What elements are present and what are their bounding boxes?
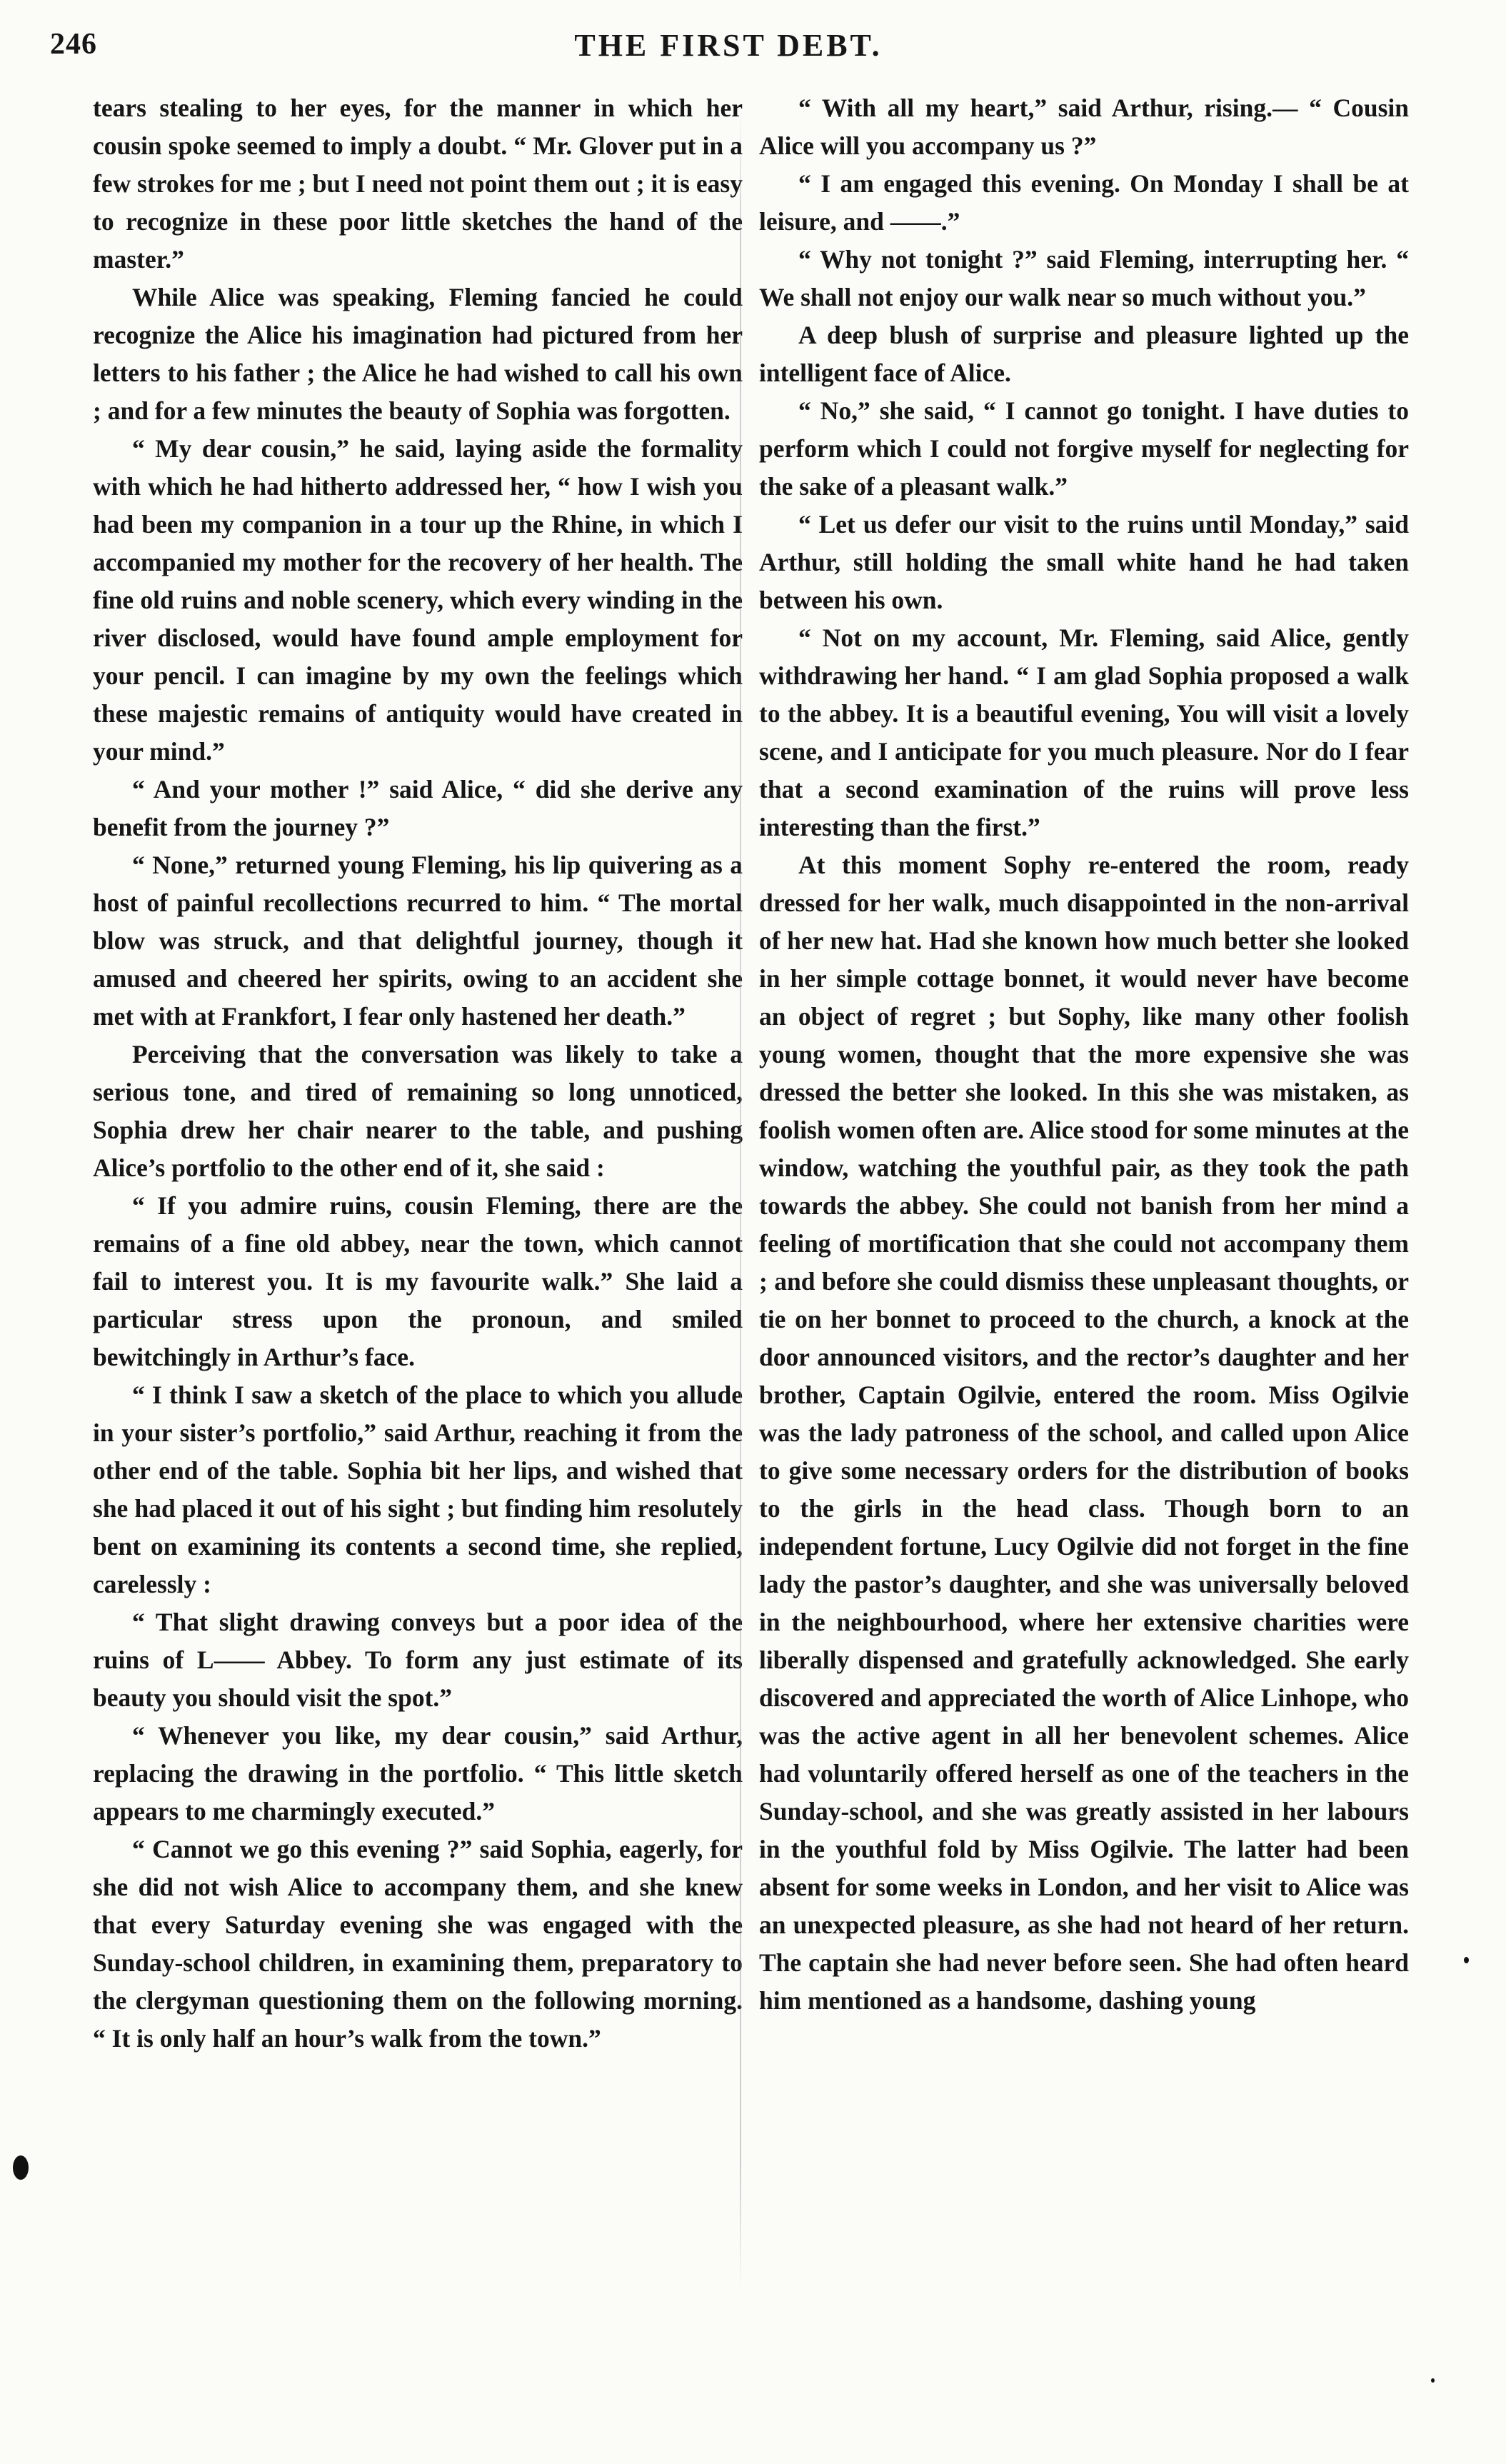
- ink-speck: [1431, 2378, 1435, 2383]
- right-column: [759, 89, 1409, 2020]
- paragraph: tears stealing to her eyes, for the manner in which her cousin spoke seemed to imply a doubt. “ Mr. Glover put in a few strokes for me ; but I need not point them out ; it is easy to recognize in these poor little sketches the hand of the master.”: [93, 94, 743, 274]
- paragraph: “ No,” she said, “ I cannot go tonight. I have duties to perform which I could not forgive myself for neglecting for the sake of a pleasant walk.”: [759, 396, 1409, 501]
- ink-speck: [1464, 1957, 1469, 1963]
- paragraph: “ Not on my account, Mr. Fleming, said Alice, gently withdrawing her hand. “ I am glad Sophia proposed a walk to the abbey. It is a beautiful evening, You will visit a lovely scene, and I anticipate for you much pleasure. Nor do I fear that a second examination of the ruins will prove less interesting than the first.”: [759, 623, 1409, 841]
- page-number: 246: [50, 28, 97, 61]
- paragraph: “ None,” returned young Fleming, his lip quivering as a host of painful recollections recurred to him. “ The mortal blow was struck, and that delightful journey, though it amused and cheered her spirits, owing to an accident she met with at Frankfort, I fear only hastened her death.”: [93, 851, 743, 1031]
- paragraph: “ Why not tonight ?” said Fleming, interrupting her. “ We shall not enjoy our walk near so much without you.”: [759, 245, 1409, 311]
- paragraph: A deep blush of surprise and pleasure lighted up the intelligent face of Alice.: [759, 321, 1409, 387]
- paragraph: “ Cannot we go this evening ?” said Sophia, eagerly, for she did not wish Alice to accompany them, and she knew that every Saturday evening she was engaged with the Sunday-school children, in examining them, preparatory to the clergyman questioning them on the following morning. “ It is only half an hour’s walk from the town.”: [93, 1835, 743, 2053]
- column-divider: [740, 107, 741, 2293]
- paragraph: “ If you admire ruins, cousin Fleming, there are the remains of a fine old abbey, near the town, which cannot fail to interest you. It is my favourite walk.” She laid a particular stress upon the pronoun, and smiled bewitchingly in Arthur’s face.: [93, 1191, 743, 1371]
- paragraph: “ Whenever you like, my dear cousin,” said Arthur, replacing the drawing in the portfolio. “ This little sketch appears to me charmingly executed.”: [93, 1721, 743, 1826]
- paragraph: “ With all my heart,” said Arthur, rising.— “ Cousin Alice will you accompany us ?”: [759, 94, 1409, 160]
- paragraph: “ Let us defer our visit to the ruins until Monday,” said Arthur, still holding the small white hand he had taken between his own.: [759, 510, 1409, 614]
- paragraph: While Alice was speaking, Fleming fancied he could recognize the Alice his imagination had pictured from her letters to his father ; the Alice he had wished to call his own ; and for a few minutes the beauty of Sophia was forgotten.: [93, 283, 743, 425]
- paragraph: “ I think I saw a sketch of the place to which you allude in your sister’s portfolio,” said Arthur, reaching it from the other end of the table. Sophia bit her lips, and wished that she had placed it out of his sight ; but finding him resolutely bent on examining its contents a second time, she replied, carelessly :: [93, 1381, 743, 1598]
- page-header: [50, 27, 1407, 70]
- paragraph: “ I am engaged this evening. On Monday I shall be at leisure, and ——.”: [759, 169, 1409, 236]
- paragraph: “ My dear cousin,” he said, laying aside the formality with which he had hitherto addressed her, “ how I wish you had been my companion in a tour up the Rhine, in which I accompanied my mother for the recovery of her health. The fine old ruins and noble scenery, which every winding in the river disclosed, would have found ample employment for your pencil. I can imagine by my own the feelings which these majestic remains of antiquity would have created in your mind.”: [93, 434, 743, 766]
- paragraph: Perceiving that the conversation was likely to take a serious tone, and tired of remaining so long unnoticed, Sophia drew her chair nearer to the table, and pushing Alice’s portfolio to the other end of it, she said :: [93, 1040, 743, 1182]
- left-column: [93, 89, 743, 2058]
- ink-speck: [13, 2155, 29, 2180]
- paragraph: At this moment Sophy re-entered the room, ready dressed for her walk, much disappointed in the non-arrival of her new hat. Had she known how much better she looked in her simple cottage bonnet, it would never have become an object of regret ; but Sophy, like many other foolish young women, thought that the more expensive she was dressed the better she looked. In this she was mistaken, as foolish women often are. Alice stood for some minutes at the window, watching the youthful pair, as they took the path towards the abbey. She could not banish from her mind a feeling of mortification that she could not accompany them ; and before she could dismiss these unpleasant thoughts, or tie on her bonnet to proceed to the church, a knock at the door announced visitors, and the rector’s daughter and her brother, Captain Ogilvie, entered the room. Miss Ogilvie was the lady patroness of the school, and called upon Alice to give some necessary orders for the distribution of books to the girls in the head class. Though born to an independent fortune, Lucy Ogilvie did not forget in the fine lady the pastor’s daughter, and she was universally beloved in the neighbourhood, where her extensive charities were liberally dispensed and gratefully acknowledged. She early discovered and appreciated the worth of Alice Linhope, who was the active agent in all her benevolent schemes. Alice had voluntarily offered herself as one of the teachers in the Sunday-school, and she was greatly assisted in her labours in the youthful fold by Miss Ogilvie. The latter had been absent for some weeks in London, and her visit to Alice was an unexpected pleasure, as she had not heard of her return. The captain she had never before seen. She had often heard him mentioned as a handsome, dashing young: [759, 851, 1409, 2015]
- paragraph: “ And your mother !” said Alice, “ did she derive any benefit from the journey ?”: [93, 775, 743, 841]
- paragraph: “ That slight drawing conveys but a poor idea of the ruins of L—— Abbey. To form any just estimate of its beauty you should visit the spot.”: [93, 1608, 743, 1712]
- running-title: THE FIRST DEBT.: [574, 28, 883, 63]
